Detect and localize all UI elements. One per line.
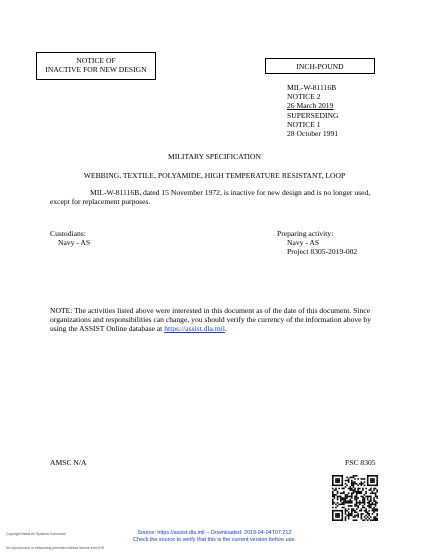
copyright-line: Copyright Naval Air Systems Command [6,532,66,536]
doc-date: 26 March 2019 [287,101,334,111]
spec-type-heading: MILITARY SPECIFICATION [168,152,261,161]
assist-database-link[interactable]: https://assist.dla.mil [164,324,225,334]
amsc-label: AMSC N/A [50,458,87,467]
inactive-paragraph-text: MIL-W-81116B, dated 15 November 1972, is inactive for new design and is no longer used, except for replacement purposes. [50,188,371,207]
notice-box-line1: NOTICE OF [76,56,116,65]
note-end: . [224,324,227,334]
doc-prev-notice: NOTICE 1 [287,119,321,129]
doc-number: MIL-W-81116B [287,83,337,92]
document-identification [287,83,338,138]
notice-box-line2: INACTIVE FOR NEW DESIGN [45,65,147,75]
custodians-block [50,229,90,247]
doc-prev-date: 28 October 1991 [287,128,339,138]
preparing-label: Preparing activity: [277,229,334,238]
spec-subject-title: WEBBING, TEXTILE, POLYAMIDE, HIGH TEMPERATURE RESISTANT, LOOP [83,171,346,180]
check-line: Check the source to verify that this is the current version before use. [133,537,296,543]
inch-pound-box [265,58,375,74]
qr-code [332,475,378,521]
inactive-paragraph [50,188,380,206]
fsc-label: FSC 8305 [345,458,376,467]
notice-of-inactive-box [36,52,156,80]
custodians-label: Custodians: [50,229,86,238]
preparing-value: Navy - AS [287,238,320,248]
license-line: No reproduction or networking permitted without license from IHS [6,546,104,550]
qr-code-graphic [332,475,378,521]
note-paragraph [50,306,380,333]
doc-notice: NOTICE 2 [287,92,321,102]
custodians-value: Navy - AS [58,238,91,248]
preparing-activity-block [277,229,357,256]
doc-superseding: SUPERSEDING [287,110,339,120]
project-number: Project 8305-2019-002 [287,247,358,257]
inch-pound-label: INCH-POUND [296,62,344,71]
source-line: Source: https://assist.dla.mil -- Downloaded: 2019-04-04T07:21Z [137,530,292,536]
note-text: NOTE: The activities listed above were interested in this document as of the date of this document. Since organizations and responsibilities can change, you should verify the currency of the information above by using the ASSIST Online database at [50,306,372,334]
